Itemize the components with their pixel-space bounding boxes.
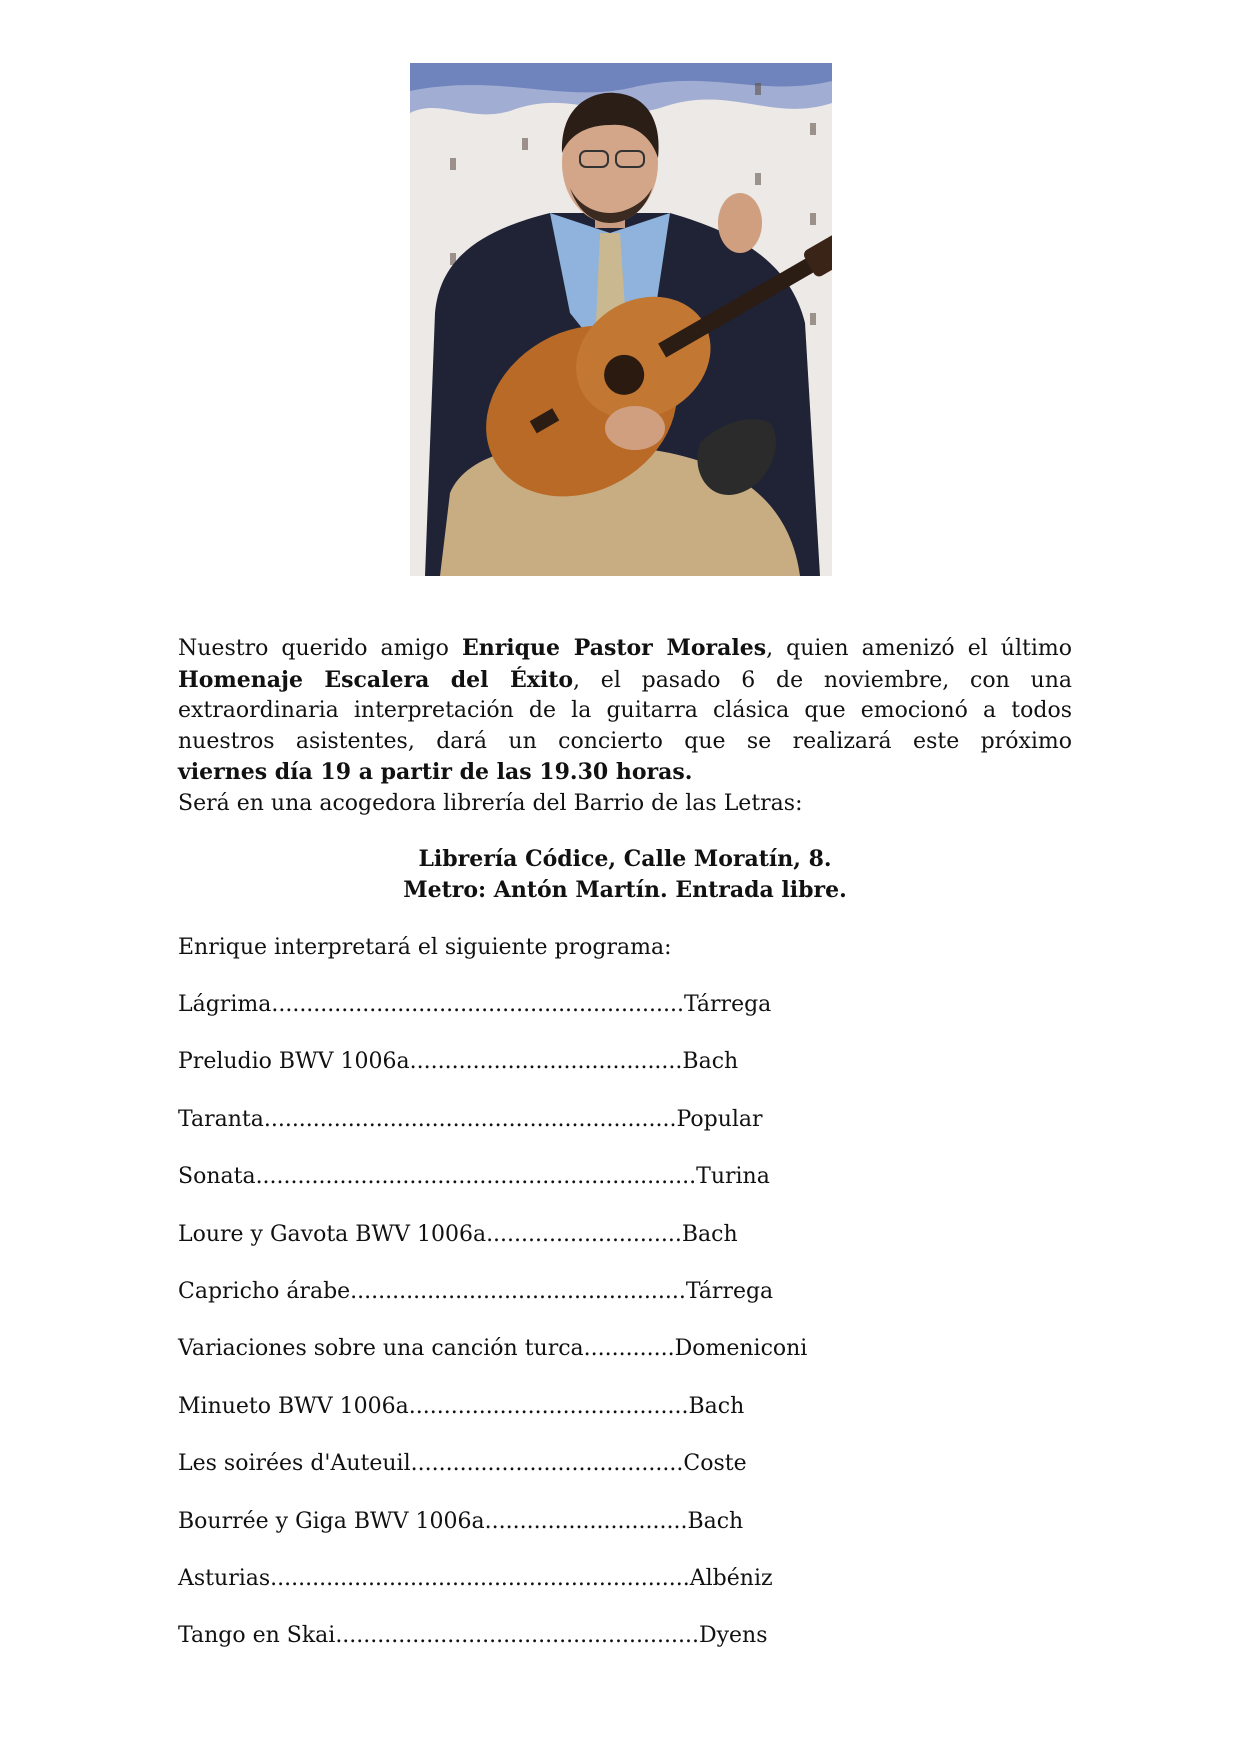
performer-name: Enrique Pastor Morales bbox=[461, 635, 767, 661]
program-item: Asturias............................................................Albéniz bbox=[178, 1565, 773, 1591]
intro-text: , el pasado 6 de noviembre, con una bbox=[573, 667, 1072, 693]
program-item: Tango en Skai....................................................Dyens bbox=[178, 1623, 768, 1649]
concert-date: viernes día 19 a partir de las 19.30 horas. bbox=[178, 759, 693, 785]
program-item: Loure y Gavota BWV 1006a............................Bach bbox=[178, 1221, 738, 1247]
guitarist-photo bbox=[410, 63, 832, 576]
program-list bbox=[178, 990, 808, 1679]
intro-line-6: Será en una acogedora librería del Barrio de las Letras: bbox=[178, 790, 803, 816]
program-item: Preludio BWV 1006a.......................................Bach bbox=[178, 1049, 739, 1075]
intro-line-5 bbox=[178, 757, 1072, 789]
intro-text: Nuestro querido amigo bbox=[178, 636, 462, 661]
program-item: Minueto BWV 1006a........................................Bach bbox=[178, 1393, 745, 1419]
program-item: Variaciones sobre una canción turca.............Domeniconi bbox=[178, 1336, 808, 1362]
intro-line-3: extraordinaria interpretación de la guitarra clásica que emocionó a todos bbox=[178, 698, 1072, 723]
venue-block bbox=[178, 844, 1072, 905]
intro-line-4: nuestros asistentes, dará un concierto que se realizará este próximo bbox=[178, 728, 1072, 754]
event-name: Homenaje Escalera del Éxito bbox=[178, 666, 574, 693]
program-item: Les soirées d'Auteuil.......................................Coste bbox=[178, 1451, 747, 1477]
venue-metro: Metro: Antón Martín. Entrada libre. bbox=[403, 876, 847, 903]
program-item: Bourrée y Giga BWV 1006a.............................Bach bbox=[178, 1508, 744, 1534]
intro-text: , quien amenizó el último bbox=[766, 636, 1072, 661]
intro-line-1 bbox=[178, 633, 1072, 665]
program-item: Taranta...........................................................Popular bbox=[178, 1106, 763, 1132]
program-intro: Enrique interpretará el siguiente programa: bbox=[178, 935, 672, 960]
intro-paragraph bbox=[178, 633, 1072, 819]
program-item: Lágrima...........................................................Tárrega bbox=[178, 992, 772, 1017]
intro-line-2 bbox=[178, 665, 1072, 697]
program-item: Capricho árabe................................................Tárrega bbox=[178, 1278, 774, 1304]
program-item: Sonata...............................................................Turina bbox=[178, 1164, 770, 1190]
venue-address: Librería Códice, Calle Moratín, 8. bbox=[418, 846, 832, 872]
